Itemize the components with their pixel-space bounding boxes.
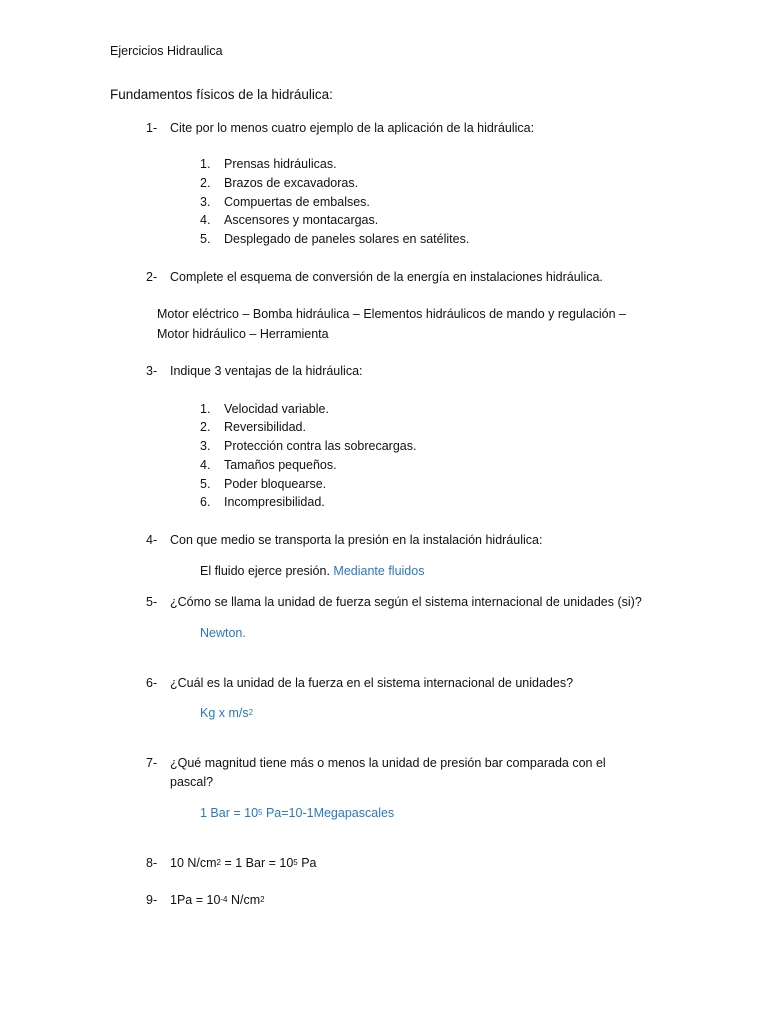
list-item-number: 2. bbox=[200, 420, 211, 434]
question-7-answer-exponent: 5 bbox=[258, 808, 263, 817]
list-item: Tamaños pequeños. bbox=[224, 458, 337, 472]
list-item: Velocidad variable. bbox=[224, 402, 329, 416]
question-9-pre: 1Pa = 10 bbox=[170, 893, 221, 907]
list-item-number: 3. bbox=[200, 195, 211, 209]
question-3-text: Indique 3 ventajas de la hidráulica: bbox=[170, 364, 363, 378]
question-2-answer-line2: Motor hidráulico – Herramienta bbox=[157, 327, 329, 341]
list-item-number: 3. bbox=[200, 439, 211, 453]
list-item-number: 6. bbox=[200, 495, 211, 509]
list-item-number: 2. bbox=[200, 176, 211, 190]
question-5-text: ¿Cómo se llama la unidad de fuerza según el sistema internacional de unidades (si)? bbox=[170, 595, 642, 609]
list-item-number: 1. bbox=[200, 157, 211, 171]
question-9-equation bbox=[170, 892, 265, 908]
list-item: Ascensores y montacargas. bbox=[224, 213, 379, 227]
question-7-text-line2: pascal? bbox=[170, 775, 214, 789]
question-7-text-line1: ¿Qué magnitud tiene más o menos la unidad de presión bar comparada con el bbox=[170, 756, 606, 770]
question-8-equation bbox=[170, 855, 317, 871]
question-7-number: 7- bbox=[146, 756, 158, 770]
question-7-answer-pre: 1 Bar = 10 bbox=[200, 806, 259, 820]
list-item: Incompresibilidad. bbox=[224, 495, 325, 509]
list-item: Compuertas de embalses. bbox=[224, 195, 370, 209]
question-7-answer-post: Pa=10-1Megapascales bbox=[262, 806, 395, 820]
list-item-number: 5. bbox=[200, 477, 211, 491]
question-6-text: ¿Cuál es la unidad de la fuerza en el sistema internacional de unidades? bbox=[170, 676, 574, 690]
list-item: Protección contra las sobrecargas. bbox=[224, 439, 417, 453]
question-9-exponent-2: 2 bbox=[260, 895, 265, 904]
question-8-mid: = 1 Bar = 10 bbox=[221, 856, 294, 870]
list-item-number: 5. bbox=[200, 232, 211, 246]
list-item: Brazos de excavadoras. bbox=[224, 176, 359, 190]
question-5-answer: Newton. bbox=[200, 626, 246, 640]
question-6-answer-exponent: 2 bbox=[248, 708, 254, 717]
question-4-number: 4- bbox=[146, 533, 158, 547]
question-8-exponent-2: 5 bbox=[293, 858, 298, 867]
question-4-answer-text: El fluido ejerce presión. bbox=[200, 564, 330, 578]
list-item: Prensas hidráulicas. bbox=[224, 157, 337, 171]
document-header: Ejercicios Hidraulica bbox=[110, 44, 223, 58]
question-6-answer bbox=[200, 705, 253, 721]
question-2-number: 2- bbox=[146, 270, 158, 284]
list-item-number: 1. bbox=[200, 402, 211, 416]
question-9-exponent-1: -4 bbox=[220, 895, 228, 904]
question-6-answer-base: Kg x m/s bbox=[200, 706, 249, 720]
list-item: Reversibilidad. bbox=[224, 420, 306, 434]
list-item-number: 4. bbox=[200, 213, 211, 227]
question-3-list bbox=[200, 401, 500, 516]
question-1-number: 1- bbox=[146, 121, 158, 135]
question-2-answer-line1: Motor eléctrico – Bomba hidráulica – Elementos hidráulicos de mando y regulación – bbox=[157, 307, 627, 321]
section-title: Fundamentos físicos de la hidráulica: bbox=[110, 87, 333, 102]
question-4-text: Con que medio se transporta la presión en la instalación hidráulica: bbox=[170, 533, 543, 547]
question-8-pre: 10 N/cm bbox=[170, 856, 217, 870]
question-9-mid: N/cm bbox=[227, 893, 261, 907]
question-8-exponent-1: 2 bbox=[216, 858, 221, 867]
question-9-number: 9- bbox=[146, 893, 158, 907]
question-2-text: Complete el esquema de conversión de la energía en instalaciones hidráulica. bbox=[170, 270, 603, 284]
question-3-number: 3- bbox=[146, 364, 158, 378]
question-1-text: Cite por lo menos cuatro ejemplo de la aplicación de la hidráulica: bbox=[170, 121, 535, 135]
question-7-answer bbox=[200, 805, 394, 821]
question-8-number: 8- bbox=[146, 856, 158, 870]
list-item-number: 4. bbox=[200, 458, 211, 472]
question-4-answer-highlight: Mediante fluidos bbox=[333, 564, 425, 578]
question-4-answer bbox=[200, 563, 424, 579]
question-5-number: 5- bbox=[146, 595, 158, 609]
list-item: Desplegado de paneles solares en satélites. bbox=[224, 232, 470, 246]
question-6-number: 6- bbox=[146, 676, 158, 690]
list-item: Poder bloquearse. bbox=[224, 477, 327, 491]
question-8-post: Pa bbox=[297, 856, 317, 870]
question-1-list bbox=[200, 156, 500, 251]
